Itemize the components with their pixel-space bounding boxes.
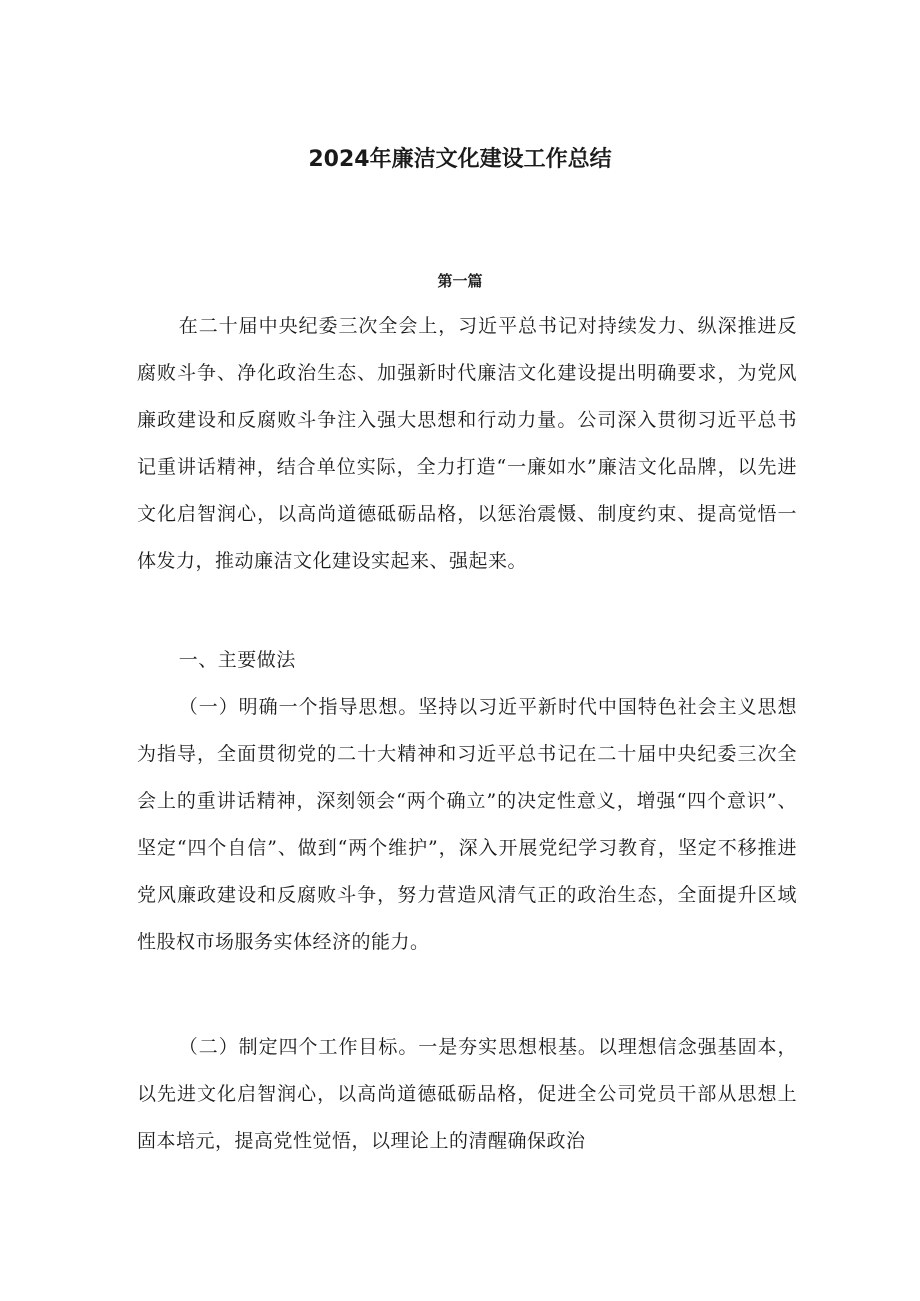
guiding-thought-paragraph: （一）明确一个指导思想。坚持以习近平新时代中国特色社会主义思想为指导，全面贯彻党的二十大精神和习近平总书记在二十届中央纪委三次全会上的重讲话精神，深刻领会“两个确立”的决定性意义，增强“四个意识”、坚定“四个自信”、做到“两个维护”，深入开展党纪学习教育，坚定不移推进党风廉政建设和反腐败斗争，努力营造风清气正的政治生态，全面提升区域性股权市场服务实体经济的能力。 xyxy=(137,696,797,953)
intro-paragraph: 在二十届中央纪委三次全会上，习近平总书记对持续发力、纵深推进反腐败斗争、净化政治生态、加强新时代廉洁文化建设提出明确要求，为党风廉政建设和反腐败斗争注入强大思想和行动力量。公司深入贯彻习近平总书记重讲话精神，结合单位实际，全力打造“一廉如水”廉洁文化品牌，以先进文化启智润心，以高尚道德砥砺品格，以惩治震慑、制度约束、提高觉悟一体发力，推动廉洁文化建设实起来、强起来。 xyxy=(137,315,797,572)
work-goals-paragraph: （二）制定四个工作目标。一是夯实思想根基。以理想信念强基固本，以先进文化启智润心，以高尚道德砥砺品格，促进全公司党员干部从思想上固本培元，提高党性觉悟，以理论上的清醒确保政治 xyxy=(137,1036,797,1152)
main-practices-heading: 一、主要做法 xyxy=(178,649,296,671)
document-title: 2024年廉洁文化建设工作总结 xyxy=(308,147,612,172)
section-label: 第一篇 xyxy=(437,272,483,290)
